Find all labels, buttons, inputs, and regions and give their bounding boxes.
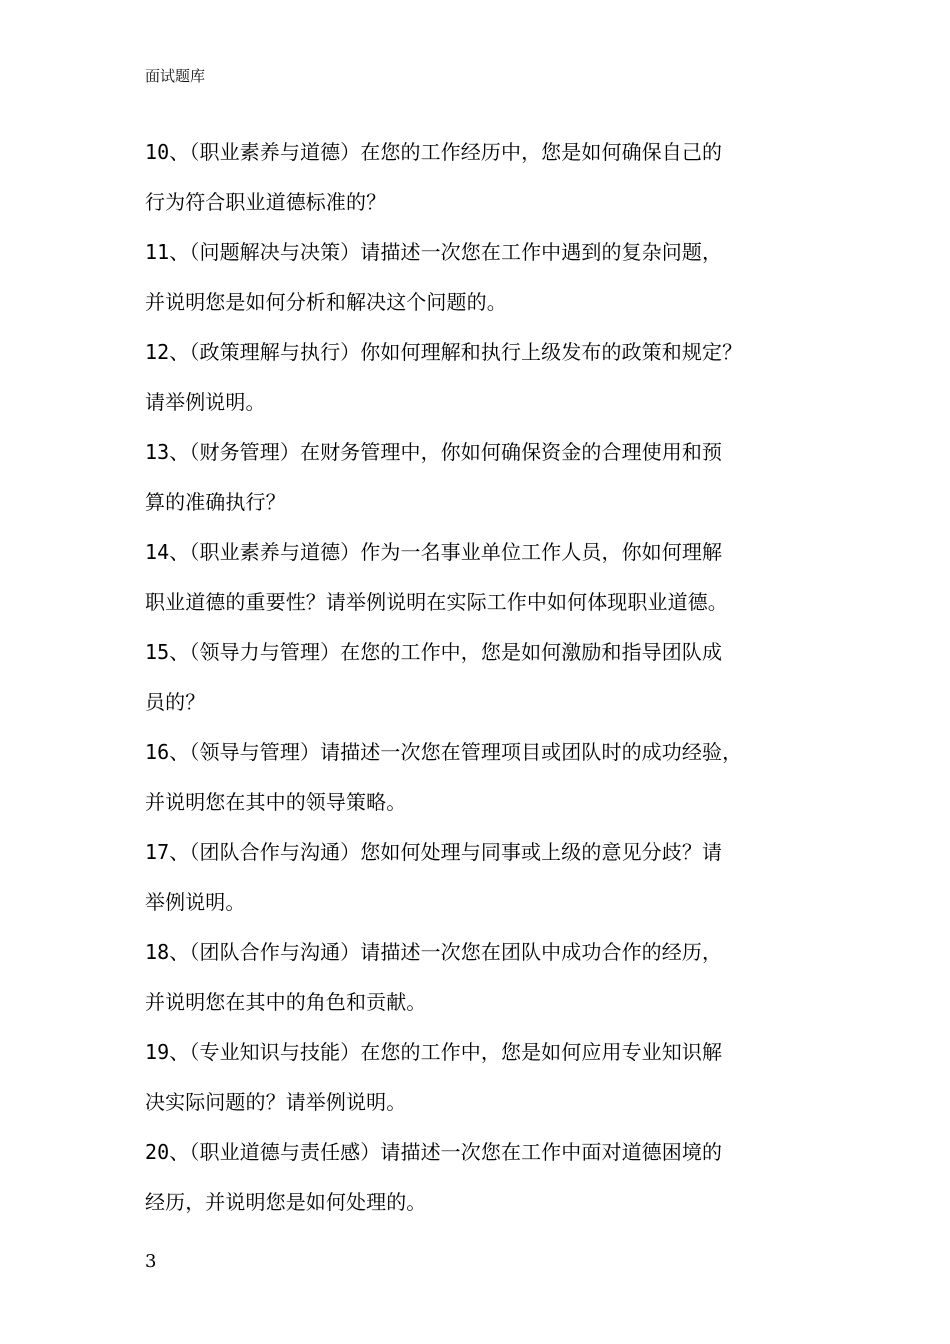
question-line: 经历，并说明您是如何处理的。 xyxy=(145,1190,427,1214)
question-line: 18、（团队合作与沟通）请描述一次您在团队中成功合作的经历， xyxy=(145,940,723,964)
question-list xyxy=(145,127,825,1227)
question-line: 10、（职业素养与道德）在您的工作经历中，您是如何确保自己的 xyxy=(145,140,723,164)
question-line: 16、（领导与管理）请描述一次您在管理项目或团队时的成功经验， xyxy=(145,740,743,764)
question-line: 并说明您在其中的领导策略。 xyxy=(145,790,407,814)
question-line: 12、（政策理解与执行）你如何理解和执行上级发布的政策和规定？ xyxy=(145,340,743,364)
question-line: 15、（领导力与管理）在您的工作中，您是如何激励和指导团队成 xyxy=(145,640,723,664)
question-line: 并说明您是如何分析和解决这个问题的。 xyxy=(145,290,507,314)
question-line: 请举例说明。 xyxy=(145,390,266,414)
question-item xyxy=(145,827,825,927)
question-item xyxy=(145,127,825,227)
question-line: 11、（问题解决与决策）请描述一次您在工作中遇到的复杂问题， xyxy=(145,240,723,264)
question-line: 20、（职业道德与责任感）请描述一次您在工作中面对道德困境的 xyxy=(145,1140,723,1164)
question-item xyxy=(145,1027,825,1127)
question-line: 13、（财务管理）在财务管理中，你如何确保资金的合理使用和预 xyxy=(145,440,723,464)
page-header-title: 面试题库 xyxy=(145,67,206,85)
question-item xyxy=(145,527,825,627)
page-number: 3 xyxy=(145,1251,157,1272)
question-line: 职业道德的重要性？请举例说明在实际工作中如何体现职业道德。 xyxy=(145,590,728,614)
question-item xyxy=(145,627,825,727)
question-item xyxy=(145,727,825,827)
question-item xyxy=(145,427,825,527)
question-item xyxy=(145,327,825,427)
question-item xyxy=(145,227,825,327)
question-line: 19、（专业知识与技能）在您的工作中，您是如何应用专业知识解 xyxy=(145,1040,723,1064)
question-line: 14、（职业素养与道德）作为一名事业单位工作人员，你如何理解 xyxy=(145,540,723,564)
question-line: 举例说明。 xyxy=(145,890,246,914)
question-line: 员的？ xyxy=(145,690,206,714)
question-line: 算的准确执行？ xyxy=(145,490,286,514)
question-item xyxy=(145,1127,825,1227)
question-line: 行为符合职业道德标准的？ xyxy=(145,190,387,214)
question-line: 决实际问题的？请举例说明。 xyxy=(145,1090,407,1114)
question-line: 17、（团队合作与沟通）您如何处理与同事或上级的意见分歧？请 xyxy=(145,840,723,864)
question-line: 并说明您在其中的角色和贡献。 xyxy=(145,990,427,1014)
question-item xyxy=(145,927,825,1027)
